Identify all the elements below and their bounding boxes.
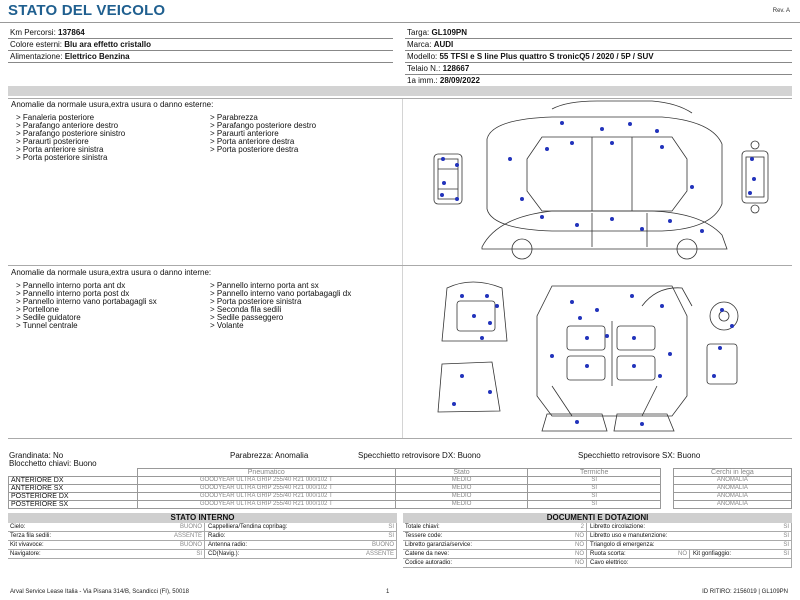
grid-row: Codice autoradio: NO Cavo elettrico: bbox=[403, 559, 792, 568]
list-item: > Parafango posteriore destro bbox=[210, 122, 400, 130]
specchietto-sx-label: Specchietto retrovisore SX: Buono bbox=[578, 451, 701, 460]
documenti-section bbox=[403, 513, 792, 568]
specchietto-dx-label: Specchietto retrovisore DX: Buono bbox=[358, 451, 481, 460]
exterior-list-2 bbox=[210, 114, 400, 154]
revision-label: Rev. A bbox=[772, 8, 790, 14]
info-row: Km Percorsi: 137864 bbox=[8, 27, 393, 39]
grid-row: Terza fila sedili: ASSENTE Radio: SI bbox=[8, 532, 397, 541]
list-item: > Portellone bbox=[16, 306, 204, 314]
footer-id: ID RITIRO: 2156019 | GL109PN bbox=[702, 589, 788, 595]
list-item: > Parabrezza bbox=[210, 114, 400, 122]
info-row: 1a imm.: 28/09/2022 bbox=[405, 75, 792, 87]
interior-list-2 bbox=[210, 282, 400, 329]
exterior-list-1 bbox=[16, 114, 206, 161]
list-item: > Porta posteriore sinistra bbox=[16, 154, 206, 162]
list-item: > Pannello interno porta post dx bbox=[16, 290, 204, 298]
list-item: > Sedile guidatore bbox=[16, 314, 204, 322]
vehicle-info-left bbox=[8, 27, 393, 63]
tires-table bbox=[8, 468, 792, 509]
table-row: POSTERIORE DX GOODYEAR ULTRA GRIP 255/40 R21 000/102 T MEDIO SI ANOMALIA bbox=[9, 493, 792, 501]
grid-row: Libretto garanzia/service: NO Triangolo di emergenza: SI bbox=[403, 541, 792, 550]
info-row: Targa: GL109PN bbox=[405, 27, 792, 39]
info-row: Alimentazione: Elettrico Benzina bbox=[8, 51, 393, 63]
interior-list-1 bbox=[16, 282, 204, 329]
footer-page-number: 1 bbox=[386, 589, 390, 595]
exterior-car-diagram bbox=[402, 99, 792, 265]
section-band bbox=[8, 86, 792, 96]
list-item: > Parafango anteriore destro bbox=[16, 122, 206, 130]
damage-markers bbox=[452, 294, 734, 426]
list-item: > Tunnel centrale bbox=[16, 322, 204, 330]
title-underline bbox=[0, 22, 800, 23]
info-row: Marca: AUDI bbox=[405, 39, 792, 51]
list-item: > Porta anteriore destra bbox=[210, 138, 400, 146]
list-item: > Pannello interno porta ant dx bbox=[16, 282, 204, 290]
divider bbox=[8, 438, 792, 439]
table-row: POSTERIORE SX GOODYEAR ULTRA GRIP 255/40 R21 000/102 T MEDIO SI ANOMALIA bbox=[9, 501, 792, 509]
list-item: > Volante bbox=[210, 322, 400, 330]
list-item: > Porta posteriore sinistra bbox=[210, 298, 400, 306]
grid-row: Tessere code: NO Libretto uso e manutenzione: SI bbox=[403, 532, 792, 541]
list-item: > Pannello interno vano portabagagli sx bbox=[16, 298, 204, 306]
table-header bbox=[9, 469, 138, 477]
stato-interno-section bbox=[8, 513, 397, 559]
grid-row: Totale chiavi: 2 Libretto circolazione: SI bbox=[403, 523, 792, 532]
table-row: ANTERIORE SX GOODYEAR ULTRA GRIP 255/40 R21 000/102 T MEDIO SI ANOMALIA bbox=[9, 485, 792, 493]
list-item: > Porta posteriore destra bbox=[210, 146, 400, 154]
table-header: Termiche bbox=[528, 469, 661, 477]
section-title: DOCUMENTI E DOTAZIONI bbox=[403, 513, 792, 523]
list-item: > Paraurti posteriore bbox=[16, 138, 206, 146]
list-item: > Seconda fila sedili bbox=[210, 306, 400, 314]
table-header: Cerchi in lega bbox=[673, 469, 791, 477]
footer-company: Arval Service Lease Italia - Via Pisana 314/B, Scandicci (FI), 50018 bbox=[10, 589, 189, 595]
list-item: > Parafango posteriore sinistro bbox=[16, 130, 206, 138]
list-item: > Pannello interno vano portabagagli dx bbox=[210, 290, 400, 298]
page-title: STATO DEL VEICOLO bbox=[8, 2, 166, 19]
interior-title: Anomalie da normale usura,extra usura o danno interne: bbox=[11, 268, 212, 277]
table-header: Pneumatico bbox=[137, 469, 395, 477]
interior-car-diagram bbox=[402, 266, 792, 438]
exterior-title: Anomalie da normale usura,extra usura o danno esterne: bbox=[11, 100, 214, 109]
grid-row: Cielo: BUONO Cappelliera/Tendina copribag: SI bbox=[8, 523, 397, 532]
info-row: Modello: 55 TFSI e S line Plus quattro S tronicQ5 / 2020 / 5P / SUV bbox=[405, 51, 792, 63]
table-header-row bbox=[9, 469, 792, 477]
table-header: Stato bbox=[395, 469, 528, 477]
list-item: > Fanaleria posteriore bbox=[16, 114, 206, 122]
table-row: ANTERIORE DX GOODYEAR ULTRA GRIP 255/40 R21 000/102 T MEDIO SI ANOMALIA bbox=[9, 477, 792, 485]
info-row: Telaio N.: 128667 bbox=[405, 63, 792, 75]
grid-row: Navigatore: SI CD(Navig.): ASSENTE bbox=[8, 550, 397, 559]
blocchetto-label: Blocchetto chiavi: Buono bbox=[9, 459, 97, 468]
parabrezza-label: Parabrezza: Anomalia bbox=[230, 451, 309, 460]
grid-row: Catene da neve: NO Ruota scorta: NO Kit gonfiaggio: SI bbox=[403, 550, 792, 559]
section-title: STATO INTERNO bbox=[8, 513, 397, 523]
list-item: > Sedile passeggero bbox=[210, 314, 400, 322]
list-item: > Pannello interno porta ant sx bbox=[210, 282, 400, 290]
list-item: > Paraurti anteriore bbox=[210, 130, 400, 138]
grid-row: Kit vivavoce: BUONO Antenna radio: BUONO bbox=[8, 541, 397, 550]
grandinata-label: Grandinata: No bbox=[9, 451, 64, 460]
info-row: Colore esterni: Blu ara effetto cristallo bbox=[8, 39, 393, 51]
vehicle-info-right bbox=[405, 27, 792, 87]
list-item: > Porta anteriore sinistra bbox=[16, 146, 206, 154]
